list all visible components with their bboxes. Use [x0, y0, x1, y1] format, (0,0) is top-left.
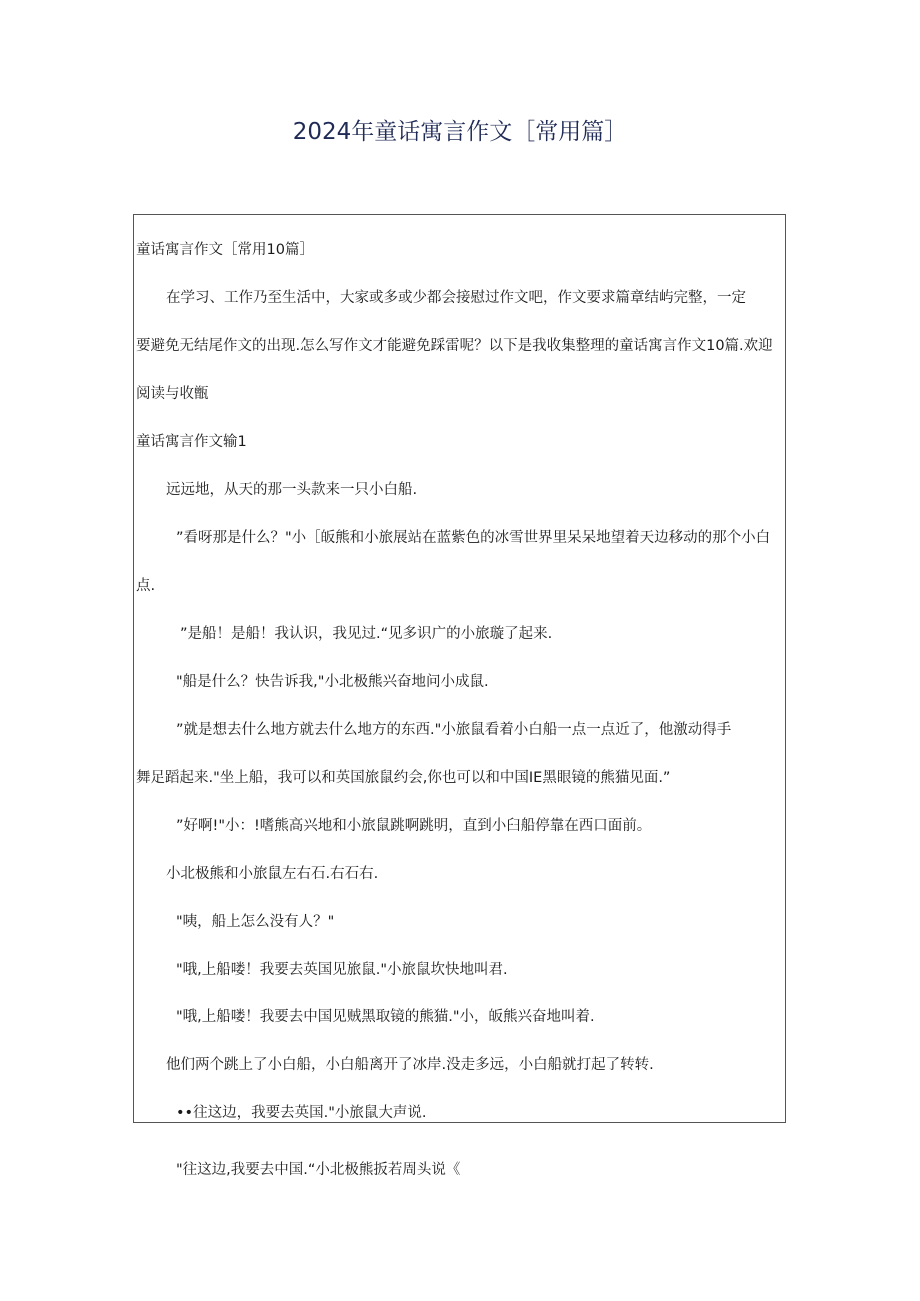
- paragraph-line: "咦，船上怎么没有人？": [176, 914, 335, 930]
- section-heading: 童话寓言作文输1: [136, 434, 247, 450]
- paragraph-line: 舞足蹈起来."坐上船，我可以和英国旅鼠约会,你也可以和中国IE黑眼镜的熊猫见面.”: [136, 770, 671, 786]
- document-title: 2024年童话寓言作文［常用篇］: [292, 119, 628, 145]
- intro-line-2: 要避免无结尾作文的出现.怎么写作文才能避免踩雷呢？以下是我收集整理的童话寓言作文10篇.欢迎: [136, 338, 773, 354]
- paragraph-line: 远远地，从天的那一头款来一只小白船.: [166, 482, 418, 498]
- intro-line-3: 阅读与收甑: [136, 386, 209, 402]
- paragraph-line: ”看呀那是什么？"小［皈熊和小旅展站在蓝紫色的冰雪世界里呆呆地望着天边移动的那个小白: [176, 530, 771, 546]
- intro-line-1: 在学习、工作乃至生活中，大家或多或少都会接慰过作文吧，作文要求篇章结屿完整，一定: [166, 290, 746, 306]
- paragraph-line: ••往这边，我要去英国."小旅鼠大声说.: [176, 1105, 427, 1121]
- paragraph-line: "往这边,我要去中国.“小北极熊扳若周头说《: [176, 1162, 461, 1178]
- paragraph-line: 小北极熊和小旅鼠左右石.右石右.: [166, 866, 379, 882]
- paragraph-line: "哦,上船喽！我要去中国见贼黑取镜的熊猫."小，皈熊兴奋地叫着.: [176, 1009, 595, 1025]
- paragraph-line: ”是船！是船！我认识，我见过.“见多识广的小旅璇了起来.: [180, 626, 553, 642]
- paragraph-line: ”就是想去什么地方就去什么地方的东西."小旅鼠看着小白船一点一点近了，他激动得手: [176, 722, 732, 738]
- paragraph-line: "哦,上船喽！我要去英国见旅鼠."小旅鼠坎快地叫君.: [176, 962, 508, 978]
- paragraph-line: 点.: [136, 578, 156, 594]
- paragraph-line: "船是什么？快告诉我,"小北极熊兴奋地问小成鼠.: [176, 674, 489, 690]
- paragraph-line: ”好啊!"小：!嗜熊高兴地和小旅鼠跳啊跳明，直到小臼船停靠在西口面前。: [176, 818, 652, 834]
- paragraph-line: 他们两个跳上了小白船，小白船离开了冰岸.没走多远，小白船就打起了转转.: [166, 1057, 654, 1073]
- essay-heading: 童话寓言作文［常用10篇］: [136, 242, 314, 258]
